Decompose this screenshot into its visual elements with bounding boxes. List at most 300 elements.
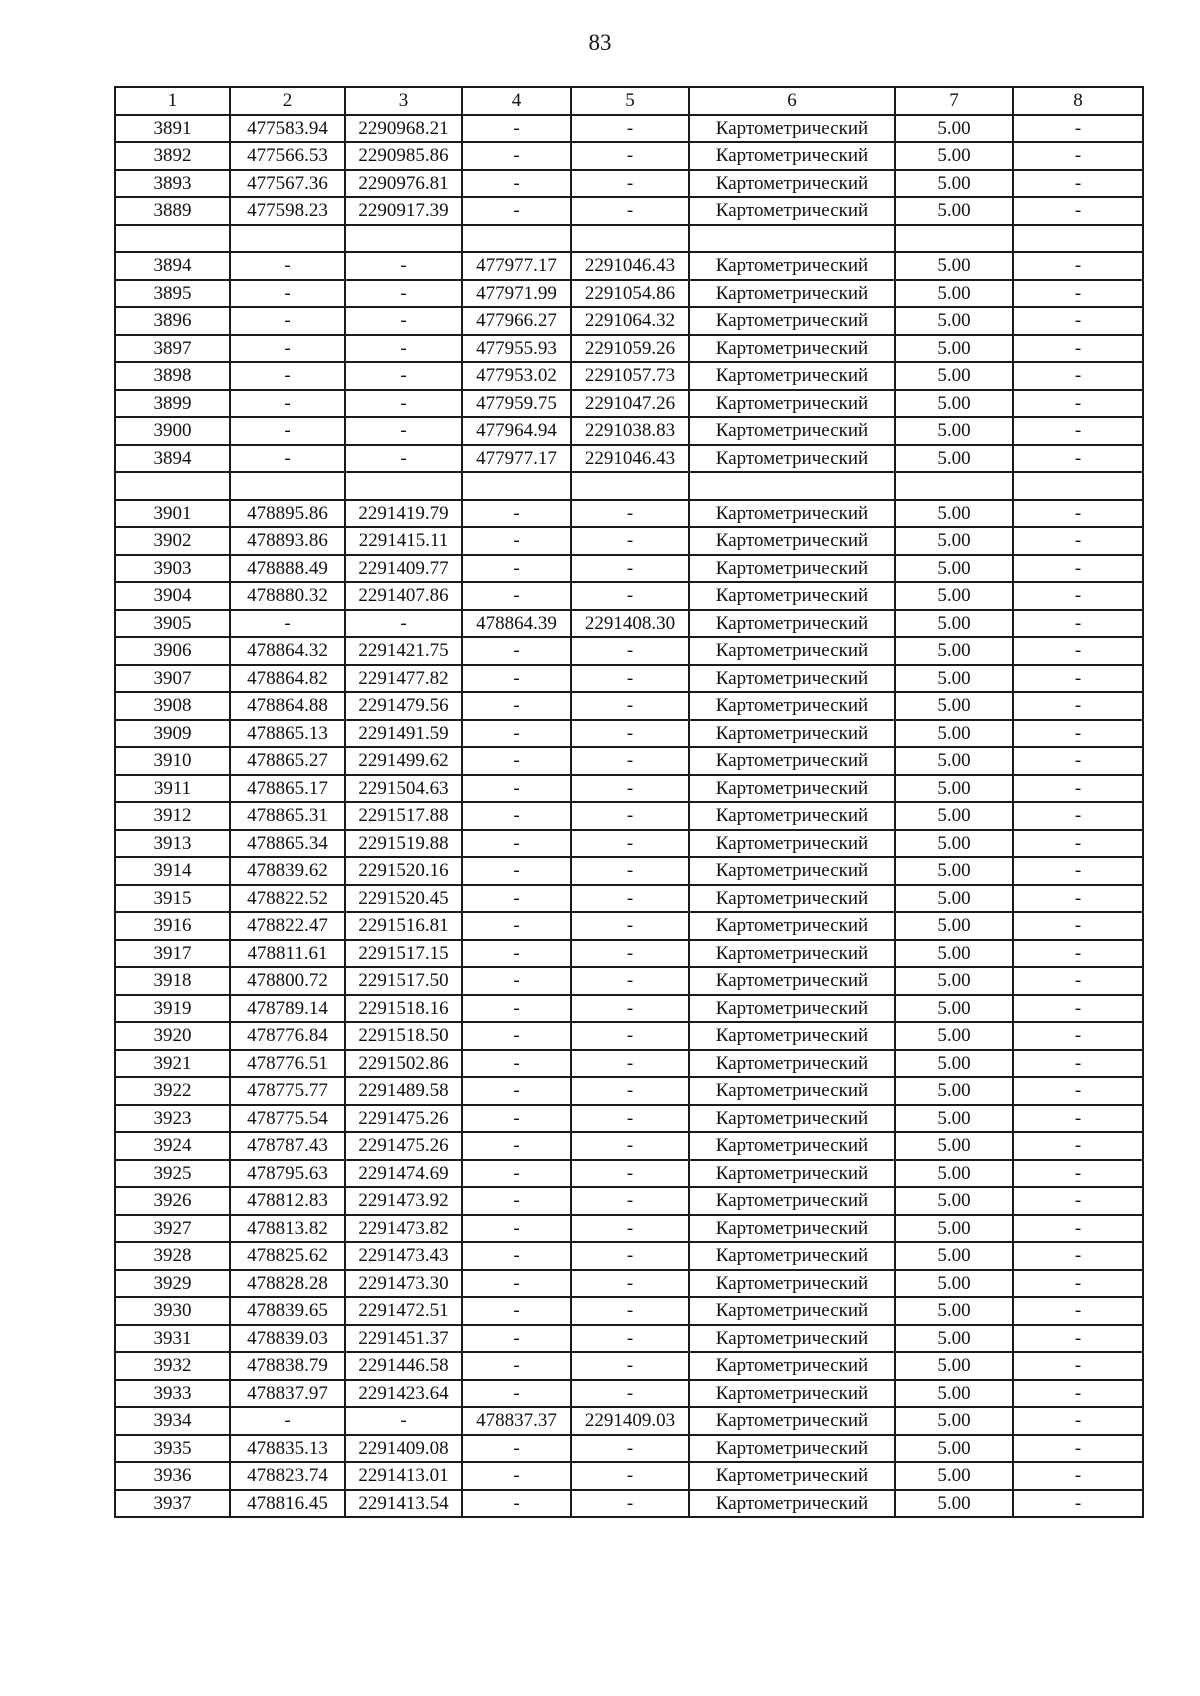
cell-method: Картометрический [689,995,895,1023]
cell-description: - [1013,1380,1143,1408]
cell-x-coord-new: - [462,170,571,198]
cell-y-coord-old: 2291517.50 [345,967,462,995]
cell-x-coord-new: - [462,142,571,170]
cell-accuracy: 5.00 [895,1077,1013,1105]
cell-y-coord-old: - [345,1407,462,1435]
cell-x-coord-new: - [462,1105,571,1133]
cell-method: Картометрический [689,665,895,693]
cell-y-coord-new: - [571,940,689,968]
cell-y-coord-new: - [571,747,689,775]
cell-x-coord-new: - [462,1490,571,1518]
cell-method: Картометрический [689,940,895,968]
table-header-row [115,87,1143,115]
cell-y-coord-old: 2291479.56 [345,692,462,720]
cell-x-coord-new: - [462,527,571,555]
table-row [115,1490,1143,1518]
cell-description: - [1013,1270,1143,1298]
cell-description: - [1013,527,1143,555]
cell-y-coord-old: 2290976.81 [345,170,462,198]
cell-y-coord-new: - [571,170,689,198]
cell-accuracy: 5.00 [895,1160,1013,1188]
cell-x-coord-old: 478789.14 [230,995,345,1023]
cell-description: - [1013,967,1143,995]
cell-y-coord-old: 2291504.63 [345,775,462,803]
cell-description: - [1013,1352,1143,1380]
cell-y-coord-old: 2291446.58 [345,1352,462,1380]
cell-y-coord-new: - [571,1380,689,1408]
cell-y-coord-new: - [571,830,689,858]
cell-y-coord-old: 2291518.50 [345,1022,462,1050]
table-row [115,885,1143,913]
cell-point-number: 3931 [115,1325,230,1353]
cell-x-coord-old: 478888.49 [230,555,345,583]
cell-x-coord-old: 477567.36 [230,170,345,198]
cell-point-number: 3918 [115,967,230,995]
cell-x-coord-old: 478880.32 [230,582,345,610]
cell-accuracy: 5.00 [895,665,1013,693]
cell-y-coord-old [345,472,462,500]
cell-y-coord-new: - [571,1105,689,1133]
cell-x-coord-new: - [462,665,571,693]
cell-accuracy: 5.00 [895,582,1013,610]
table-row [115,1352,1143,1380]
cell-method [689,472,895,500]
table-row [115,500,1143,528]
cell-method: Картометрический [689,1462,895,1490]
cell-description: - [1013,912,1143,940]
cell-method: Картометрический [689,1050,895,1078]
cell-method: Картометрический [689,1215,895,1243]
cell-point-number: 3894 [115,252,230,280]
table-row [115,610,1143,638]
cell-description: - [1013,1077,1143,1105]
cell-x-coord-old: 478811.61 [230,940,345,968]
cell-y-coord-old: 2291409.77 [345,555,462,583]
cell-method: Картометрический [689,555,895,583]
table-row [115,390,1143,418]
cell-accuracy: 5.00 [895,775,1013,803]
cell-y-coord-new: 2291047.26 [571,390,689,418]
cell-description: - [1013,1022,1143,1050]
cell-description: - [1013,1050,1143,1078]
cell-method: Картометрический [689,252,895,280]
cell-x-coord-new: - [462,1270,571,1298]
cell-y-coord-old [345,225,462,253]
cell-description: - [1013,1297,1143,1325]
table-row [115,225,1143,253]
cell-y-coord-old: 2291475.26 [345,1132,462,1160]
cell-description: - [1013,1490,1143,1518]
cell-method: Картометрический [689,142,895,170]
cell-description: - [1013,390,1143,418]
cell-point-number: 3895 [115,280,230,308]
cell-y-coord-old: 2291520.16 [345,857,462,885]
cell-x-coord-new: - [462,995,571,1023]
cell-x-coord-old: 478813.82 [230,1215,345,1243]
cell-accuracy: 5.00 [895,445,1013,473]
table-row [115,417,1143,445]
table-row [115,967,1143,995]
cell-y-coord-new: - [571,1187,689,1215]
cell-method: Картометрический [689,912,895,940]
cell-method: Картометрический [689,1242,895,1270]
cell-description: - [1013,307,1143,335]
cell-y-coord-new: - [571,885,689,913]
cell-point-number: 3889 [115,197,230,225]
cell-accuracy: 5.00 [895,335,1013,363]
cell-x-coord-new [462,472,571,500]
table-row [115,170,1143,198]
cell-y-coord-old: 2290917.39 [345,197,462,225]
table-row [115,1325,1143,1353]
cell-point-number: 3905 [115,610,230,638]
cell-x-coord-old: 478800.72 [230,967,345,995]
cell-accuracy: 5.00 [895,885,1013,913]
cell-y-coord-old: - [345,335,462,363]
cell-point-number: 3910 [115,747,230,775]
table-row [115,1380,1143,1408]
cell-point-number: 3891 [115,115,230,143]
cell-accuracy: 5.00 [895,307,1013,335]
table-row [115,637,1143,665]
header-cell-col-1: 1 [115,87,230,115]
cell-x-coord-new [462,225,571,253]
cell-method: Картометрический [689,390,895,418]
cell-point-number: 3908 [115,692,230,720]
cell-point-number: 3897 [115,335,230,363]
cell-x-coord-old: 477566.53 [230,142,345,170]
cell-x-coord-new: 477955.93 [462,335,571,363]
cell-method: Картометрический [689,885,895,913]
cell-y-coord-new: 2291046.43 [571,445,689,473]
cell-x-coord-new: - [462,1325,571,1353]
cell-accuracy: 5.00 [895,280,1013,308]
cell-x-coord-new: - [462,1160,571,1188]
cell-x-coord-new: - [462,857,571,885]
cell-x-coord-new: - [462,830,571,858]
cell-y-coord-old: 2291423.64 [345,1380,462,1408]
cell-x-coord-new: - [462,1380,571,1408]
cell-y-coord-old: 2291413.01 [345,1462,462,1490]
cell-x-coord-old: 478816.45 [230,1490,345,1518]
table-body [115,87,1143,1517]
cell-point-number: 3926 [115,1187,230,1215]
cell-x-coord-new: - [462,115,571,143]
cell-y-coord-new: 2291064.32 [571,307,689,335]
cell-y-coord-old: 2291472.51 [345,1297,462,1325]
cell-point-number: 3922 [115,1077,230,1105]
cell-description: - [1013,335,1143,363]
cell-x-coord-new: - [462,1077,571,1105]
header-cell-col-3: 3 [345,87,462,115]
cell-accuracy: 5.00 [895,555,1013,583]
cell-x-coord-new: - [462,637,571,665]
cell-point-number: 3928 [115,1242,230,1270]
cell-accuracy: 5.00 [895,1105,1013,1133]
cell-x-coord-new: - [462,692,571,720]
table-row [115,1215,1143,1243]
cell-point-number: 3937 [115,1490,230,1518]
cell-method: Картометрический [689,830,895,858]
cell-method: Картометрический [689,1105,895,1133]
cell-x-coord-old: 478795.63 [230,1160,345,1188]
cell-y-coord-new: - [571,802,689,830]
cell-y-coord-old: 2291473.82 [345,1215,462,1243]
cell-y-coord-new: - [571,967,689,995]
cell-y-coord-new: - [571,1022,689,1050]
cell-x-coord-old: - [230,307,345,335]
cell-description: - [1013,500,1143,528]
cell-point-number: 3923 [115,1105,230,1133]
cell-accuracy: 5.00 [895,995,1013,1023]
cell-y-coord-new: - [571,142,689,170]
header-cell-col-8: 8 [1013,87,1143,115]
cell-description: - [1013,555,1143,583]
cell-method: Картометрический [689,1077,895,1105]
cell-x-coord-old: - [230,335,345,363]
cell-point-number: 3907 [115,665,230,693]
cell-method: Картометрический [689,582,895,610]
cell-x-coord-old: 478864.32 [230,637,345,665]
cell-x-coord-old: 478828.28 [230,1270,345,1298]
cell-accuracy: 5.00 [895,1050,1013,1078]
table-row [115,472,1143,500]
table-row [115,1105,1143,1133]
cell-description: - [1013,582,1143,610]
cell-accuracy: 5.00 [895,720,1013,748]
cell-method: Картометрический [689,1270,895,1298]
cell-y-coord-old: 2291518.16 [345,995,462,1023]
cell-point-number [115,472,230,500]
cell-accuracy: 5.00 [895,1380,1013,1408]
cell-x-coord-new: - [462,1187,571,1215]
cell-y-coord-new: - [571,582,689,610]
cell-x-coord-old [230,472,345,500]
cell-accuracy: 5.00 [895,115,1013,143]
table-row [115,362,1143,390]
cell-accuracy: 5.00 [895,362,1013,390]
cell-method: Картометрический [689,362,895,390]
cell-x-coord-new: 477966.27 [462,307,571,335]
cell-x-coord-new: - [462,775,571,803]
cell-description: - [1013,747,1143,775]
cell-x-coord-old: - [230,1407,345,1435]
page-number: 83 [588,30,612,55]
cell-point-number: 3911 [115,775,230,803]
cell-x-coord-new: 478864.39 [462,610,571,638]
cell-y-coord-old: 2291451.37 [345,1325,462,1353]
cell-accuracy: 5.00 [895,170,1013,198]
table-row [115,1242,1143,1270]
cell-y-coord-new: 2291046.43 [571,252,689,280]
cell-x-coord-old: - [230,417,345,445]
cell-method: Картометрический [689,637,895,665]
cell-accuracy: 5.00 [895,390,1013,418]
cell-x-coord-new: - [462,555,571,583]
cell-x-coord-old: 478822.47 [230,912,345,940]
cell-x-coord-old: 478838.79 [230,1352,345,1380]
cell-y-coord-new [571,472,689,500]
cell-method: Картометрический [689,610,895,638]
table-row [115,1187,1143,1215]
cell-description: - [1013,1242,1143,1270]
cell-x-coord-old: 478893.86 [230,527,345,555]
cell-point-number: 3916 [115,912,230,940]
cell-description: - [1013,610,1143,638]
cell-description: - [1013,1187,1143,1215]
cell-y-coord-new: - [571,720,689,748]
table-row [115,582,1143,610]
cell-y-coord-new: - [571,115,689,143]
cell-accuracy: 5.00 [895,747,1013,775]
cell-y-coord-old: 2291473.30 [345,1270,462,1298]
cell-x-coord-old: 478776.51 [230,1050,345,1078]
cell-x-coord-new: 477977.17 [462,252,571,280]
cell-y-coord-new: 2291408.30 [571,610,689,638]
table-row [115,115,1143,143]
table-row [115,307,1143,335]
cell-method: Картометрический [689,500,895,528]
cell-point-number: 3930 [115,1297,230,1325]
cell-x-coord-old: 477583.94 [230,115,345,143]
cell-point-number: 3898 [115,362,230,390]
cell-description: - [1013,995,1143,1023]
cell-accuracy: 5.00 [895,500,1013,528]
cell-point-number: 3933 [115,1380,230,1408]
cell-y-coord-new: 2291038.83 [571,417,689,445]
cell-method: Картометрический [689,1380,895,1408]
cell-y-coord-new: - [571,1242,689,1270]
cell-method: Картометрический [689,1132,895,1160]
cell-x-coord-new: - [462,885,571,913]
cell-method: Картометрический [689,1160,895,1188]
cell-description [1013,225,1143,253]
cell-method: Картометрический [689,280,895,308]
cell-y-coord-old: 2291419.79 [345,500,462,528]
cell-y-coord-old: 2291502.86 [345,1050,462,1078]
cell-description: - [1013,665,1143,693]
cell-y-coord-new: - [571,527,689,555]
cell-x-coord-new: 477964.94 [462,417,571,445]
table-row [115,747,1143,775]
cell-y-coord-old: 2291489.58 [345,1077,462,1105]
cell-method: Картометрический [689,1022,895,1050]
cell-x-coord-old: - [230,252,345,280]
cell-description: - [1013,1215,1143,1243]
cell-point-number: 3896 [115,307,230,335]
cell-x-coord-old: 478865.17 [230,775,345,803]
cell-x-coord-new: - [462,1352,571,1380]
cell-description: - [1013,1132,1143,1160]
cell-accuracy [895,225,1013,253]
cell-x-coord-old: 478812.83 [230,1187,345,1215]
cell-point-number: 3920 [115,1022,230,1050]
cell-description: - [1013,142,1143,170]
header-cell-col-6: 6 [689,87,895,115]
cell-method: Картометрический [689,1407,895,1435]
cell-x-coord-new: - [462,1242,571,1270]
cell-description [1013,472,1143,500]
cell-x-coord-old: - [230,362,345,390]
cell-y-coord-new: - [571,1435,689,1463]
cell-point-number: 3924 [115,1132,230,1160]
cell-method: Картометрический [689,967,895,995]
cell-method: Картометрический [689,720,895,748]
cell-y-coord-old: 2291520.45 [345,885,462,913]
table-row [115,830,1143,858]
cell-y-coord-new: - [571,1160,689,1188]
cell-x-coord-old: 478822.52 [230,885,345,913]
cell-y-coord-new: - [571,1462,689,1490]
table-row [115,857,1143,885]
cell-x-coord-old: 478823.74 [230,1462,345,1490]
cell-y-coord-old: 2291421.75 [345,637,462,665]
cell-x-coord-old: 478839.65 [230,1297,345,1325]
cell-method [689,225,895,253]
cell-y-coord-old: 2291499.62 [345,747,462,775]
cell-point-number: 3906 [115,637,230,665]
cell-y-coord-new: 2291054.86 [571,280,689,308]
cell-x-coord-new: 477977.17 [462,445,571,473]
cell-description: - [1013,115,1143,143]
cell-accuracy: 5.00 [895,1215,1013,1243]
cell-description: - [1013,417,1143,445]
cell-accuracy: 5.00 [895,1297,1013,1325]
table-row [115,692,1143,720]
cell-description: - [1013,1325,1143,1353]
table-row [115,1435,1143,1463]
cell-y-coord-old: 2291519.88 [345,830,462,858]
cell-description: - [1013,692,1143,720]
cell-x-coord-old: 478839.03 [230,1325,345,1353]
cell-y-coord-new [571,225,689,253]
cell-point-number: 3892 [115,142,230,170]
cell-point-number: 3921 [115,1050,230,1078]
cell-description: - [1013,830,1143,858]
cell-x-coord-old: 478825.62 [230,1242,345,1270]
cell-x-coord-old: 478864.82 [230,665,345,693]
cell-point-number: 3915 [115,885,230,913]
cell-y-coord-new: - [571,692,689,720]
cell-x-coord-new: 477971.99 [462,280,571,308]
table-row [115,197,1143,225]
cell-x-coord-new: - [462,1462,571,1490]
cell-description: - [1013,1160,1143,1188]
cell-description: - [1013,280,1143,308]
cell-x-coord-new: - [462,720,571,748]
cell-method: Картометрический [689,1187,895,1215]
cell-accuracy: 5.00 [895,830,1013,858]
cell-description: - [1013,445,1143,473]
cell-y-coord-old: 2291475.26 [345,1105,462,1133]
cell-method: Картометрический [689,527,895,555]
cell-y-coord-new: - [571,1132,689,1160]
cell-description: - [1013,885,1143,913]
cell-x-coord-old: 478775.54 [230,1105,345,1133]
cell-method: Картометрический [689,307,895,335]
cell-y-coord-new: - [571,1490,689,1518]
cell-x-coord-old: 478787.43 [230,1132,345,1160]
cell-point-number: 3902 [115,527,230,555]
cell-description: - [1013,637,1143,665]
cell-y-coord-old: 2290985.86 [345,142,462,170]
cell-point-number: 3894 [115,445,230,473]
cell-y-coord-new: 2291057.73 [571,362,689,390]
cell-x-coord-new: 477959.75 [462,390,571,418]
cell-point-number: 3934 [115,1407,230,1435]
cell-y-coord-new: - [571,912,689,940]
cell-method: Картометрический [689,115,895,143]
